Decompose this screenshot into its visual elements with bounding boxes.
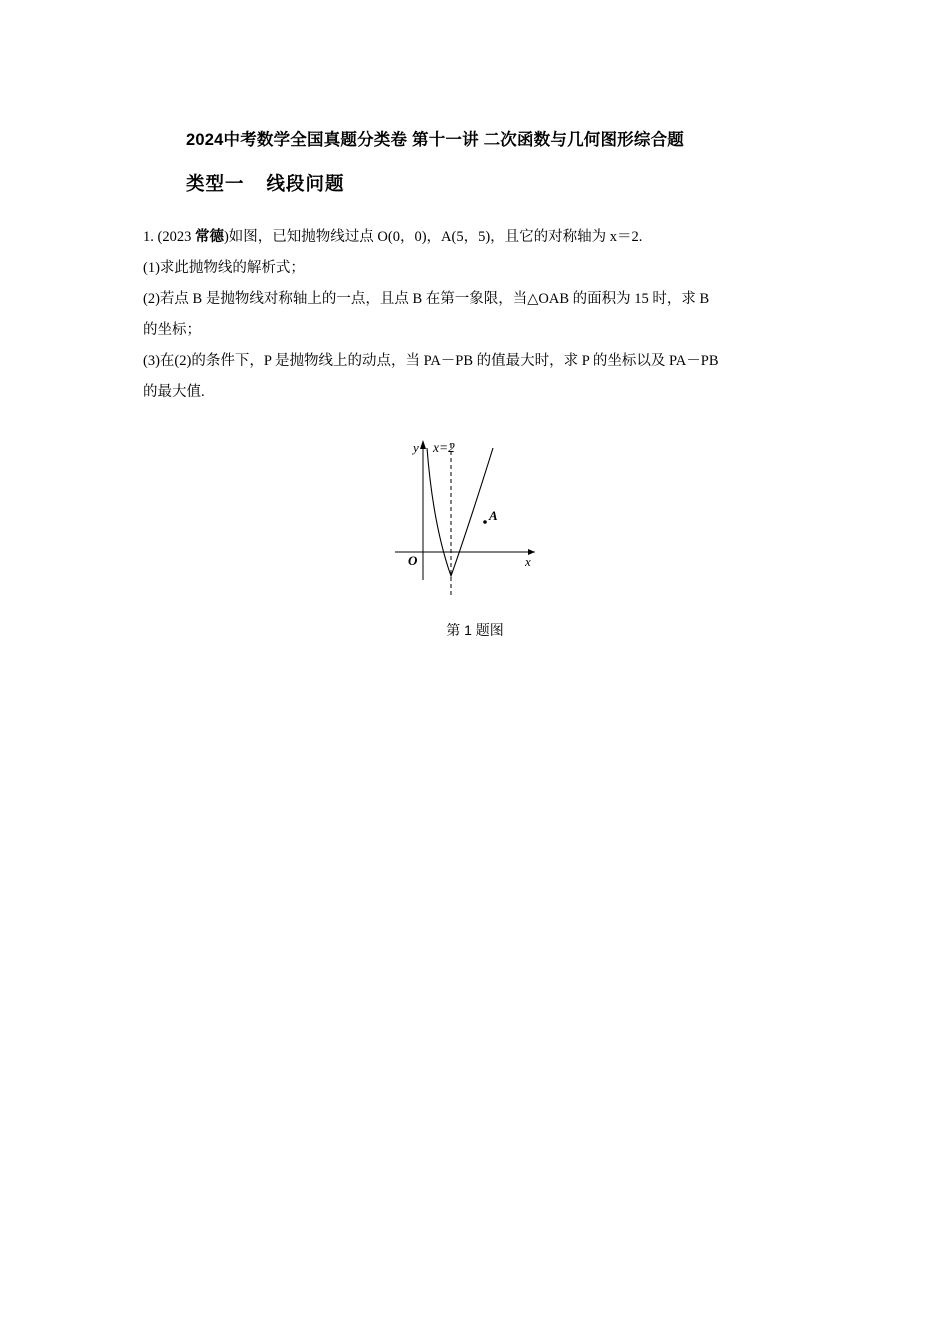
section-heading [186, 170, 345, 196]
problem-line-1-pre: 1. (2023 [143, 229, 195, 245]
symmetry-axis-label: x=2 [433, 440, 455, 455]
problem-line-1 [143, 222, 823, 253]
problem-source: 常德 [194, 229, 224, 245]
section-heading-topic: 线段问题 [266, 173, 345, 194]
problem-line-2: (1)求此抛物线的解析式； [143, 260, 305, 276]
parabola-graph [375, 430, 575, 610]
x-axis-label: x [525, 554, 531, 569]
parabola-curve [427, 448, 493, 576]
problem-line-3: (2)若点 B 是抛物线对称轴上的一点，且点 B 在第一象限，当△OAB 的面积为 15 时，求 B [143, 291, 710, 307]
problem-line-1-post: )如图，已知抛物线过点 O(0，0)，A(5，5)，且它的对称轴为 x＝2. [223, 229, 643, 245]
origin-label: O [408, 553, 418, 568]
figure-parabola [0, 430, 950, 615]
problem-line-6: 的最大值. [143, 384, 205, 400]
figure-caption: 第 1 题图 [446, 622, 504, 638]
section-heading-type: 类型一 [186, 173, 245, 194]
y-axis-arrow [420, 440, 426, 449]
problem-text [143, 222, 823, 408]
y-axis-label: y [413, 440, 419, 455]
problem-line-4: 的坐标； [143, 322, 201, 338]
point-a-label: A [489, 508, 498, 523]
problem-line-5: (3)在(2)的条件下，P 是抛物线上的动点，当 PA－PB 的值最大时，求 P 的坐标以及 PA－PB [143, 353, 719, 369]
page-title: 2024中考数学全国真题分类卷 第十一讲 二次函数与几何图形综合题 [186, 131, 684, 149]
point-a-marker [483, 520, 487, 524]
